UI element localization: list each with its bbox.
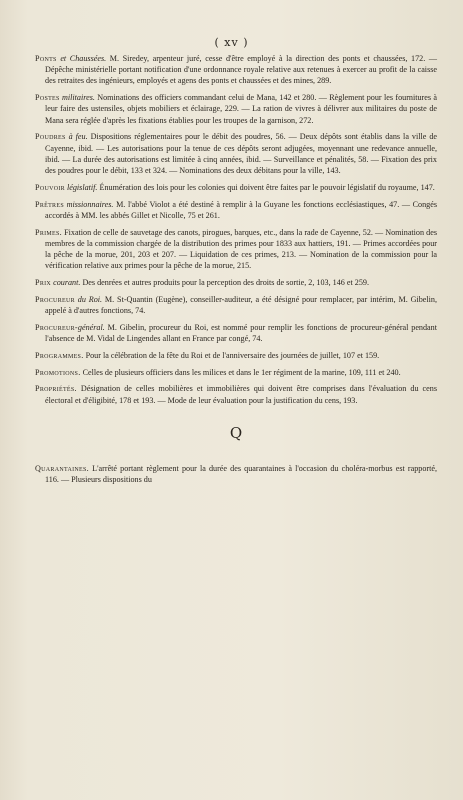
entry-heading: Primes. <box>35 227 62 237</box>
entry-heading: Postes <box>35 93 60 103</box>
entry-heading: Quarantaines. <box>35 464 89 474</box>
entry-text: M. Siredey, arpenteur juré, cesse d'être employé à la direction des ponts et chaussées, 172. — Dépêche ministérielle portant notification d'une ordonnance royale relative aux retenues à exercer au profit de la caisse des retraites des ingénieurs, employés et agens des ponts et chaussées et des mines, 289. <box>45 54 437 86</box>
index-entries-p <box>35 53 437 406</box>
entry-subheading: général. <box>77 322 105 332</box>
entry-text: M. St-Quantin (Eugène), conseiller-auditeur, a été désigné pour remplacer, par intérim, M. Gibelin, appelé à d'autres fonctions, 74. <box>45 294 437 316</box>
entry-subheading: du Roi. <box>74 294 103 304</box>
entry-text: Celles de plusieurs officiers dans les milices et dans le 1er régiment de la marine, 109, 111 et 240. <box>80 367 401 377</box>
index-entry <box>35 199 437 221</box>
index-content <box>35 53 437 491</box>
entry-subheading: et Chaussées. <box>56 54 107 63</box>
index-entry <box>35 350 437 361</box>
entry-text: Désignation de celles mobilières et immobilières qui doivent être comprises dans l'évaluation du cens électoral et d'éligibité, 178 et 193. — Mode de leur évaluation pour la justification du cens, 193. <box>45 384 437 405</box>
index-entry <box>35 322 437 344</box>
entry-heading: Propriétés. <box>35 384 77 394</box>
entry-subheading: courant. <box>51 278 81 288</box>
entry-text: M. Gibelin, procureur du Roi, est nommé pour remplir les fonctions de procureur-général pendant l'absence de M. Vidal de Lingendes allant en France par congé, 74. <box>45 322 437 344</box>
entry-subheading: militaires. <box>59 93 95 103</box>
entry-heading: Procureur- <box>35 322 78 332</box>
entry-heading: Prix <box>35 278 52 288</box>
entry-text: Des denrées et autres produits pour la perception des droits de sortie, 2, 103, 146 et 259. <box>80 278 369 288</box>
entry-subheading: à feu. <box>65 132 88 142</box>
entry-heading: Promotions. <box>35 367 81 377</box>
index-entry <box>35 182 437 193</box>
index-entry <box>35 92 437 126</box>
entry-text: Dispositions réglementaires pour le débit des poudres, 56. — Deux dépôts sont établis dans la ville de Cayenne, ibid. — Les autorisations pour la tenue de ces dépôts seront adjugées, moyennant une redevance annuelle, ibid. — La durée des autorisations est limitée à cinq années, ibid. — Surveillance et pénalités, 58. — Fixation des prix des poudres pour le débit, 133 et 324. — Nominations des deux débitans pour la ville, 143. <box>45 132 437 176</box>
entry-subheading: législatif. <box>64 182 98 192</box>
index-entry <box>35 227 437 272</box>
entry-text: L'arrêté portant règlement pour la durée des quarantaines à l'occasion du choléra-morbus est rapporté, 116. — Plusieurs dispositions du <box>45 464 437 485</box>
entry-text: Énumération des lois pour les colonies qui doivent être faites par le pouvoir législatif du royaume, 147. <box>97 182 435 192</box>
index-entry <box>35 367 437 378</box>
entry-subheading: missionnaires. <box>63 199 114 209</box>
entry-heading: Procureur <box>35 294 75 304</box>
index-entry <box>35 463 437 485</box>
page-folio: ( xv ) <box>214 36 249 49</box>
entry-text: M. l'abbé Violot a été destiné à remplir à la Guyane les fonctions ecclésiastiques, 47. — Congés accordés à MM. les abbés Gillet et Nicolle, 75 et 261. <box>45 199 437 220</box>
entry-heading: Prêtres <box>35 199 64 209</box>
index-entry <box>35 53 437 87</box>
index-entry <box>35 383 437 405</box>
index-entry <box>35 277 437 288</box>
entry-heading: Poudres <box>35 132 66 142</box>
section-letter: Q <box>229 423 243 442</box>
entry-heading: Programmes. <box>35 350 84 360</box>
index-entry <box>35 131 437 176</box>
entry-text: Nominations des officiers commandant celui de Mana, 142 et 280. — Règlement pour les fournitures à leur faire des ustensiles, objets mobiliers et éclairage, 229. — La ration de vivres à délivrer aux militaires du poste de Mana sera réglée d'après les fixations établies pour les troupes de la garnison, 272. <box>45 93 437 125</box>
index-entries-q <box>35 463 437 485</box>
entry-heading: Ponts <box>35 54 57 63</box>
index-entry <box>35 294 437 316</box>
entry-text: Fixation de celle de sauvetage des canots, pirogues, barques, etc., dans la rade de Cayenne, 52. — Nomination des membres de la commission chargée de la distribution des primes pour 1833 aux hattiers, 191. — Primes accordées pour la pêche de la morue, 201, 203 et 207. — Liquidation de ces primes, 213. — Nomination de la commission pour la vérification relative aux primes pour la pêche de la morue, 215. <box>45 227 437 271</box>
entry-text: Pour la célébration de la fête du Roi et de l'anniversaire des journées de juillet, 107 et 159. <box>83 350 380 360</box>
entry-heading: Pouvoir <box>35 182 65 192</box>
